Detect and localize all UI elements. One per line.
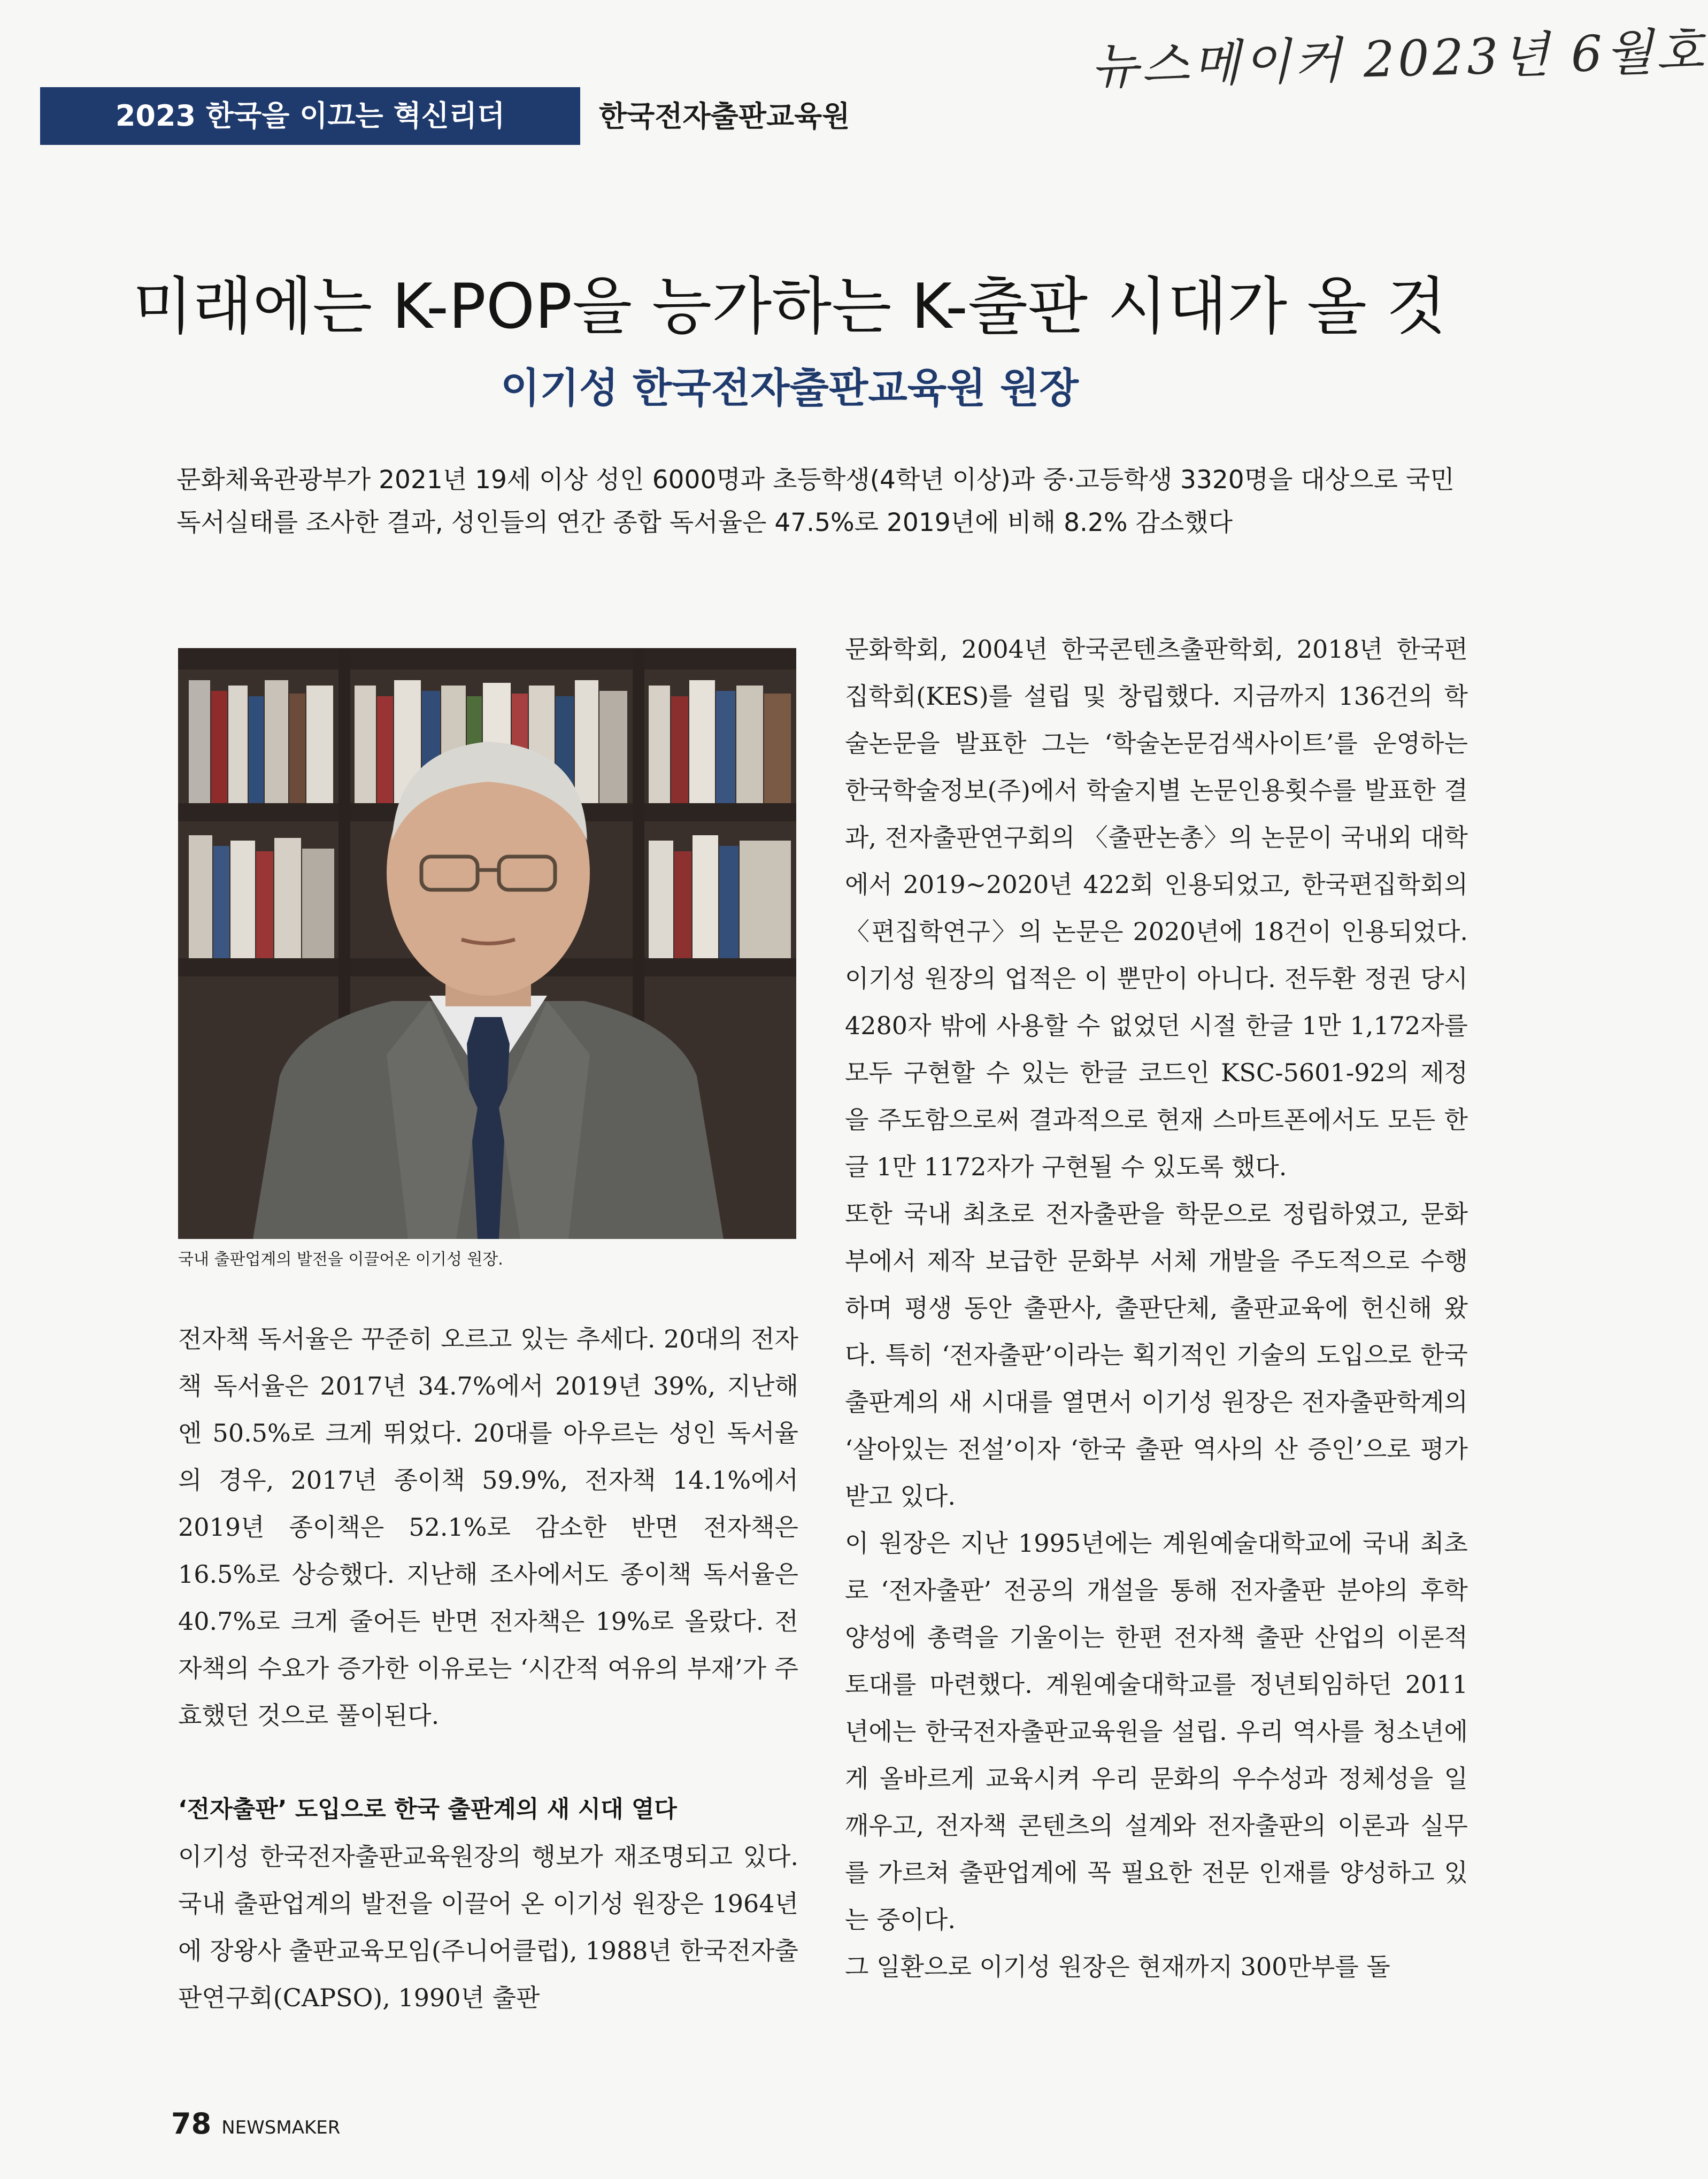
article-subtitle: 이기성 한국전자출판교육원 원장 <box>501 364 1079 412</box>
section-banner: 2023 한국을 이끄는 혁신리더 <box>40 87 580 145</box>
right-paragraph-1: 문화학회, 2004년 한국콘텐츠출판학회, 2018년 한국편집학회(KES)를 설립 및 창립했다. 지금까지 136건의 학술논문을 발표한 그는 ‘학술논문검색사이트’를 운영하는 한국학술정보(주)에서 학술지별 논문인용횟수를 발표한 결과, 전자출판연구회의 〈출판논총〉의 논문이 국내외 대학에서 2019~2020년 422회 인용되었고, 한국편집학회의 〈편집학연구〉의 논문은 2020년에 18건이 인용되었다. 이기성 원장의 업적은 이 뿐만이 아니다. 전두환 정권 당시 4280자 밖에 사용할 수 없었던 시절 한글 1만 1,172자를 모두 구현할 수 있는 한글 코드인 KSC-5601-92의 제정을 주도함으로써 결과적으로 현재 스마트폰에서도 모든 한글 1만 1172자가 구현될 수 있도록 했다. <box>845 635 1468 1181</box>
right-paragraph-4: 그 일환으로 이기성 원장은 현재까지 300만부를 돌 <box>845 1952 1390 1981</box>
right-paragraph-2: 또한 국내 최초로 전자출판을 학문으로 정립하였고, 문화부에서 제작 보급한 문화부 서체 개발을 주도적으로 수행하며 평생 동안 출판사, 출판단체, 출판교육에 헌신해 왔다. 특히 ‘전자출판’이라는 획기적인 기술의 도입으로 한국 출판계의 새 시대를 열면서 이기성 원장은 전자출판학계의 ‘살아있는 전설’이자 ‘한국 출판 역사의 산 증인’으로 평가받고 있다. <box>845 1199 1468 1511</box>
photo-caption: 국내 출판업계의 발전을 이끌어온 이기성 원장. <box>178 1250 503 1269</box>
handwritten-note: 뉴스메이커 2023년 6월호 <box>1090 22 1708 96</box>
left-column <box>178 1315 798 2021</box>
article-title: 미래에는 K-POP을 능가하는 K-출판 시대가 올 것 <box>133 271 1447 343</box>
portrait-photo <box>178 648 796 1239</box>
page-footer <box>171 2107 340 2140</box>
left-paragraph-1: 전자책 독서율은 꾸준히 오르고 있는 추세다. 20대의 전자책 독서율은 2017년 34.7%에서 2019년 39%, 지난해엔 50.5%로 크게 뛰었다. 20대를 아우르는 성인 독서율의 경우, 2017년 종이책 59.9%, 전자책 14.1%에서 2019년 종이책은 52.1%로 감소한 반면 전자책은 16.5%로 상승했다. 지난해 조사에서도 종이책 독서율은 40.7%로 크게 줄어든 반면 전자책은 19%로 올랐다. 전자책의 수요가 증가한 이유로는 ‘시간적 여유의 부재’가 주효했던 것으로 풀이된다. <box>178 1325 798 1730</box>
publication-name: NEWSMAKER <box>221 2117 341 2138</box>
right-column <box>845 626 1468 1990</box>
page-number: 78 <box>171 2107 212 2140</box>
article-lead: 문화체육관광부가 2021년 19세 이상 성인 6000명과 초등학생(4학년 이상)과 중·고등학생 3320명을 대상으로 국민 독서실태를 조사한 결과, 성인들의 연간 종합 독서율은 47.5%로 2019년에 비해 8.2% 감소했다 <box>176 465 1455 537</box>
organization-name: 한국전자출판교육원 <box>599 99 850 133</box>
section-heading: ‘전자출판’ 도입으로 한국 출판계의 새 시대 열다 <box>178 1796 677 1823</box>
portrait-illustration <box>178 648 796 1239</box>
left-paragraph-2: 이기성 한국전자출판교육원장의 행보가 재조명되고 있다. 국내 출판업계의 발전을 이끌어 온 이기성 원장은 1964년에 장왕사 출판교육모임(주니어클럽), 1988년 한국전자출판연구회(CAPSO), 1990년 출판 <box>178 1842 798 2012</box>
right-paragraph-3: 이 원장은 지난 1995년에는 계원예술대학교에 국내 최초로 ‘전자출판’ 전공의 개설을 통해 전자출판 분야의 후학 양성에 총력을 기울이는 한편 전자책 출판 산업의 이론적 토대를 마련했다. 계원예술대학교를 정년퇴임하던 2011년에는 한국전자출판교육원을 설립. 우리 역사를 청소년에게 올바르게 교육시켜 우리 문화의 우수성과 정체성을 일깨우고, 전자책 콘텐츠의 설계와 전자출판의 이론과 실무를 가르쳐 출판업계에 꼭 필요한 전문 인재를 양성하고 있는 중이다. <box>845 1529 1468 1934</box>
